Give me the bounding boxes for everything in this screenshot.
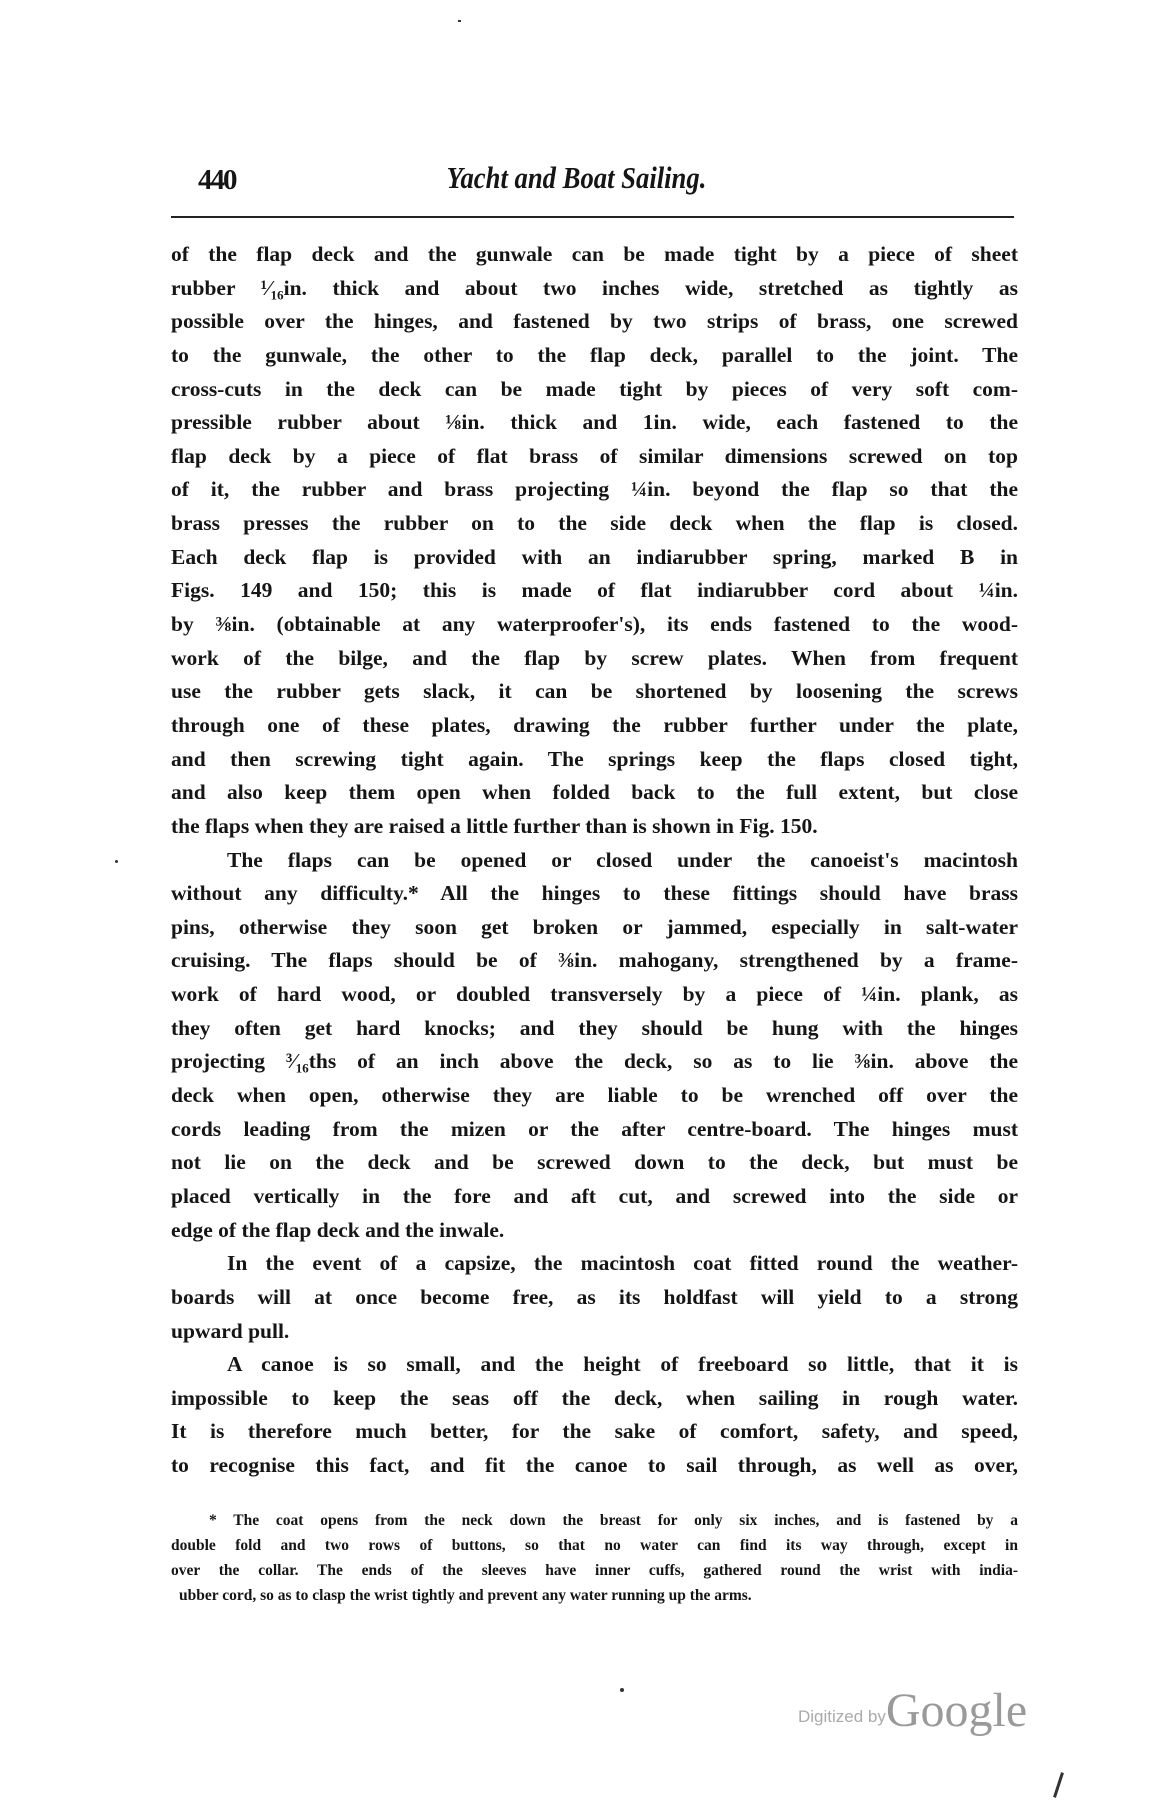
text-line: the flaps when they are raised a little further than is shown in Fig. 150. xyxy=(171,813,818,838)
running-title: Yacht and Boat Sailing. xyxy=(446,160,707,195)
page-number: 440 xyxy=(198,164,236,196)
text-line: brass presses the rubber on to the side deck when the flap is closed. xyxy=(171,511,1018,536)
scan-mark xyxy=(1053,1772,1064,1798)
text-line: impossible to keep the seas off the deck, when sailing in rough water. xyxy=(171,1385,1018,1410)
text-line: Each deck flap is provided with an indiarubber spring, marked B in xyxy=(171,544,1018,569)
text-line: Figs. 149 and 150; this is made of flat indiarubber cord about ¼in. xyxy=(171,578,1018,603)
text-line: A canoe is so small, and the height of freeboard so little, that it is xyxy=(227,1352,1018,1377)
scan-speck xyxy=(115,860,118,863)
text-line: cross-cuts in the deck can be made tight by pieces of very soft com- xyxy=(171,376,1018,401)
text-line: rubber ¹⁄₁₆in. thick and about two inches wide, stretched as tightly as xyxy=(171,275,1018,300)
text-line: of the flap deck and the gunwale can be made tight by a piece of sheet xyxy=(171,242,1018,266)
footnote-line: over the collar. The ends of the sleeves have inner cuffs, gathered round the wrist with india- xyxy=(171,1562,1018,1579)
text-line: cruising. The flaps should be of ⅜in. mahogany, strengthened by a frame- xyxy=(171,948,1018,973)
scan-speck xyxy=(620,1688,624,1692)
header-rule xyxy=(171,216,1014,218)
scan-speck xyxy=(458,20,461,22)
text-line: The flaps can be opened or closed under the canoeist's macintosh xyxy=(227,847,1018,872)
text-line: to the gunwale, the other to the flap deck, parallel to the joint. The xyxy=(171,342,1018,367)
footnote-line: * The coat opens from the neck down the breast for only six inches, and is fastened by a xyxy=(209,1512,1018,1529)
text-line: edge of the flap deck and the inwale. xyxy=(171,1217,505,1242)
footnote-line: ubber cord, so as to clasp the wrist tightly and prevent any water running up the arms. xyxy=(179,1587,752,1604)
text-line: not lie on the deck and be screwed down to the deck, but must be xyxy=(171,1150,1018,1175)
text-line: projecting ³⁄₁₆ths of an inch above the deck, so as to lie ⅜in. above the xyxy=(171,1049,1018,1074)
text-line: by ⅜in. (obtainable at any waterproofer's), its ends fastened to the wood- xyxy=(171,612,1018,637)
text-line: through one of these plates, drawing the rubber further under the plate, xyxy=(171,712,1018,737)
text-line: placed vertically in the fore and aft cut, and screwed into the side or xyxy=(171,1183,1018,1208)
text-line: deck when open, otherwise they are liable to be wrenched off over the xyxy=(171,1083,1018,1108)
text-line: without any difficulty.* All the hinges to these fittings should have brass xyxy=(171,881,1018,906)
text-line: boards will at once become free, as its holdfast will yield to a strong xyxy=(171,1284,1018,1309)
footnote-line: double fold and two rows of buttons, so that no water can find its way through, except in xyxy=(171,1537,1018,1554)
text-line: pressible rubber about ⅛in. thick and 1in. wide, each fastened to the xyxy=(171,410,1018,435)
text-line: cords leading from the mizen or the after centre-board. The hinges must xyxy=(171,1116,1018,1141)
text-line: upward pull. xyxy=(171,1318,290,1343)
text-line: work of the bilge, and the flap by screw plates. When from frequent xyxy=(171,645,1018,670)
text-line: and then screwing tight again. The springs keep the flaps closed tight, xyxy=(171,746,1018,771)
watermark-brand: Google xyxy=(885,1684,1028,1737)
text-line: pins, otherwise they soon get broken or jammed, especially in salt-water xyxy=(171,914,1018,939)
text-line: flap deck by a piece of flat brass of similar dimensions screwed on top xyxy=(171,443,1018,468)
text-line: It is therefore much better, for the sake of comfort, safety, and speed, xyxy=(171,1419,1018,1444)
watermark-prefix: Digitized by xyxy=(798,1707,886,1726)
text-line: In the event of a capsize, the macintosh coat fitted round the weather- xyxy=(227,1251,1018,1276)
text-line: to recognise this fact, and fit the canoe to sail through, as well as over, xyxy=(171,1453,1018,1478)
text-line: and also keep them open when folded back to the full extent, but close xyxy=(171,780,1018,805)
body-text xyxy=(171,238,1018,1483)
text-line: use the rubber gets slack, it can be shortened by loosening the screws xyxy=(171,679,1018,704)
text-line: they often get hard knocks; and they should be hung with the hinges xyxy=(171,1015,1018,1040)
digitized-by-google-watermark xyxy=(798,1683,1027,1738)
footnote xyxy=(171,1508,1018,1608)
text-line: possible over the hinges, and fastened by two strips of brass, one screwed xyxy=(171,309,1018,334)
text-line: work of hard wood, or doubled transversely by a piece of ¼in. plank, as xyxy=(171,982,1018,1007)
text-line: of it, the rubber and brass projecting ¼in. beyond the flap so that the xyxy=(171,477,1018,502)
